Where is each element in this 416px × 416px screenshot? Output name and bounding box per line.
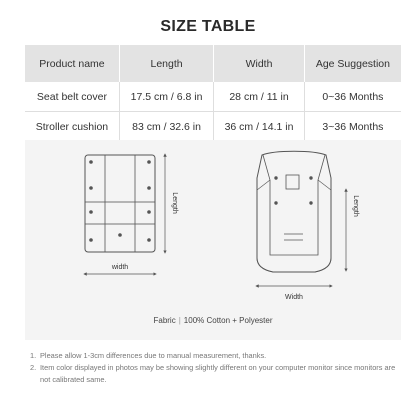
- fabric-value: 100% Cotton + Polyester: [183, 316, 273, 325]
- cell-product: Seat belt cover: [25, 82, 119, 112]
- cell-width: 28 cm / 11 in: [214, 82, 305, 112]
- product-diagram-panel: [25, 140, 401, 340]
- cushion-width-label: Width: [285, 294, 303, 301]
- header-width: Width: [214, 45, 305, 82]
- table-row: [25, 82, 401, 112]
- cell-width: 36 cm / 14.1 in: [214, 112, 305, 142]
- header-age-suggestion: Age Suggestion: [304, 45, 401, 82]
- belt-width-label: width: [111, 264, 129, 271]
- table-header-row: [25, 45, 401, 82]
- notes-list: [30, 350, 400, 386]
- note-text: Please allow 1-3cm differences due to manual measurement, thanks.: [40, 351, 267, 360]
- header-length: Length: [119, 45, 213, 82]
- cell-age: 0~36 Months: [304, 82, 401, 112]
- size-table: [25, 45, 401, 142]
- cell-length: 17.5 cm / 6.8 in: [119, 82, 213, 112]
- cell-length: 83 cm / 32.6 in: [119, 112, 213, 142]
- note-number: 2.: [30, 363, 37, 372]
- note-text: Item color displayed in photos may be showing slightly different on your computer monitor since monitors are not calibrated same.: [40, 363, 396, 384]
- belt-length-label: Length: [171, 192, 178, 214]
- table-row: [25, 112, 401, 142]
- fabric-info: [25, 316, 401, 325]
- cell-age: 3~36 Months: [304, 112, 401, 142]
- note-item: [30, 350, 400, 362]
- page-title: SIZE TABLE: [160, 18, 256, 35]
- fabric-label: Fabric: [153, 316, 176, 325]
- seat-belt-cover-drawing: [85, 155, 155, 252]
- header-product-name: Product name: [25, 45, 119, 82]
- fabric-separator: |: [178, 316, 181, 325]
- cell-product: Stroller cushion: [25, 112, 119, 142]
- note-item: [30, 362, 400, 386]
- product-diagram: [25, 140, 401, 340]
- stroller-cushion-drawing: [257, 151, 331, 272]
- cushion-length-label: Length: [352, 195, 359, 217]
- note-number: 1.: [30, 351, 37, 360]
